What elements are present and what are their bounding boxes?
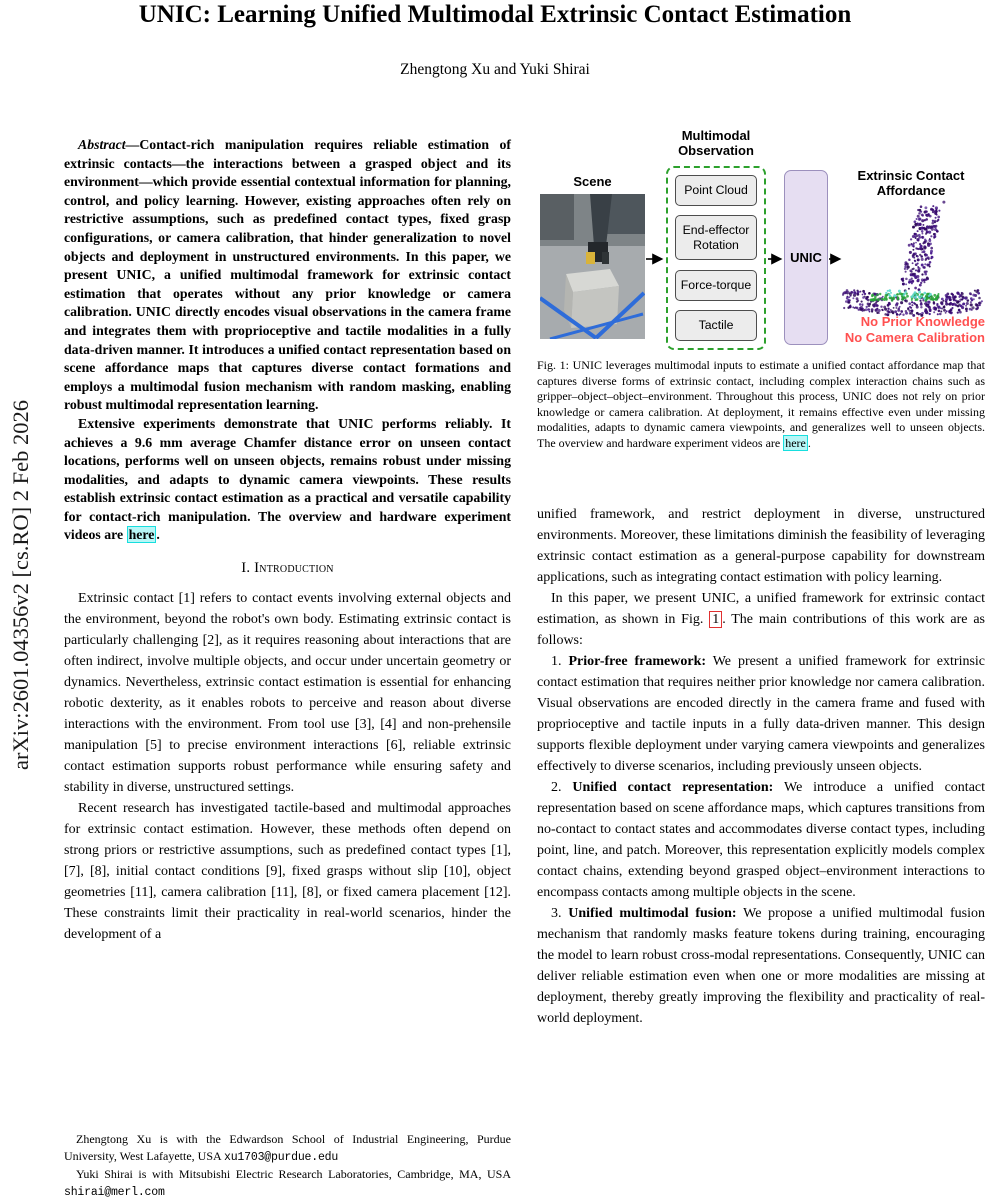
text-run: Zhengtong Xu is with the Edwardson School of Industrial Engineering, Purdue University, West Lafayette, USA [64, 1132, 511, 1163]
figure-scene-label: Scene [573, 174, 612, 189]
unic-model-box: UNIC [784, 170, 828, 345]
scene-photo [540, 194, 645, 339]
no-prior-knowledge-text [845, 314, 985, 345]
left-column [64, 136, 511, 945]
figure-output-title: Extrinsic Contact Affordance [857, 168, 965, 198]
right-column [537, 128, 985, 1029]
author-footnote [64, 1128, 511, 1200]
contribution-2 [537, 777, 985, 903]
intro-paragraph-1 [64, 588, 511, 798]
warning-line-1: No Prior Knowledge [860, 314, 985, 329]
text-run: Unified contact representation: [572, 779, 774, 795]
section-heading-introduction: I. Introduction [241, 560, 334, 577]
contribution-3 [537, 903, 985, 1029]
paper-title: UNIC: Learning Unified Multimodal Extrinsic Contact Estimation [138, 1, 852, 28]
figure-1-caption [537, 358, 985, 452]
text-run: We introduce a unified contact representation based on scene affordance maps, which captures transitions from no-contact to contact states and accommodates diverse contact types, including point, line, and patch. Moreover, this representation explicitly models complex contact chains, extending beyond grasped object–environment interactions to encompass contacts among multiple objects in the scene. [537, 779, 986, 900]
abstract-paragraph-2 [64, 415, 511, 545]
figure-1-reference[interactable]: 1 [709, 611, 722, 628]
warning-line-2: No Camera Calibration [844, 329, 985, 345]
contribution-1 [537, 651, 985, 777]
figure-1-diagram [537, 128, 985, 358]
observation-end-effector-rotation: End-effector Rotation [675, 215, 757, 260]
text-run: Recent research has investigated tactile-based and multimodal approaches for extrinsic contact estimation. However, these methods often depend on strong priors or restrictive assumptions, such as predefined contact types [1], [7], [8], initial contact conditions [9], fixed grasps without slip [10], object geometries [11], camera calibration [11], [8], or fixed camera placement [12]. These constraints limit their practicality in real-world scenarios, hinder the development of a [64, 801, 511, 943]
figure-observation-title: Multimodal Observation [678, 128, 754, 158]
author-email-xu: xu1703@purdue.edu [224, 1150, 339, 1164]
text-run: We propose a unified multimodal fusion mechanism that randomly masks feature tokens during training, encouraging the model to learn robust cross-modal representations. Consequently, UNIC can deliver reliable estimation even when one or more modalities are missing at deployment, thereby greatly improving the flexibility and practicality of real-world deployment. [537, 905, 985, 1026]
text-run: . [807, 435, 811, 450]
text-run: 1. [551, 653, 569, 669]
text-run: We present a unified framework for extrinsic contact estimation that requires neither prior knowledge nor camera calibration. Visual observations are encoded directly in the camera frame and fused with proprioceptive and tactile inputs in a fully data-driven manner. This design supports flexible deployment under varying camera viewpoints and generalizes effectively to diverse scenarios, including previously unseen objects. [537, 653, 986, 774]
text-run: 3. [551, 905, 569, 921]
right-paragraph-2 [537, 588, 985, 651]
text-run: Unified multimodal fusion: [568, 905, 737, 921]
text-run: unified framework, and restrict deployment in diverse, unstructured environments. Moreover, these limitations diminish the feasibility of leveraging extrinsic contact estimation as a general-purpose capability for downstream applications, such as integrating contact estimation with policy learning. [537, 506, 985, 585]
text-run: . [156, 527, 160, 543]
text-run: . The main contributions of this work are as follows: [537, 611, 985, 648]
author-email-shirai: shirai@merl.com [64, 1185, 165, 1199]
text-run: Extensive experiments demonstrate that UNIC performs reliably. It achieves a 9.6 mm average Chamfer distance error on unseen contact locations, performs well on unseen objects, remains robust under missing modalities, and adapts to dynamic camera viewpoints. These results establish extrinsic contact estimation as a practical and versatile capability for contact-rich manipulation. The overview and hardware experiment videos are [64, 415, 511, 543]
multimodal-observation-group [666, 166, 766, 350]
text-run: In this paper, we present UNIC, a unified framework for extrinsic contact estimation, as shown in Fig. [537, 590, 985, 627]
footnote-author-1 [64, 1131, 511, 1166]
text-run: —Contact-rich manipulation requires reliable estimation of extrinsic contacts—the interactions between a grasped object and its environment—which provide essential contextual information for planning, control, and policy learning. However, existing approaches often rely on restrictive assumptions, such as predefined contact types, fixed grasp configurations, or camera calibration, that hinder generalization to novel objects and deployment in unstructured environments. In this paper, we present UNIC, a unified multimodal framework for extrinsic contact estimation that operates without any prior knowledge or camera calibration. UNIC directly encodes visual observations in the camera frame and integrates them with proprioceptive and tactile modalities in a fully data-driven manner. It introduces a unified contact representation based on scene affordance maps that captures diverse contact formations and employs a multimodal fusion mechanism with random masking, enabling robust multimodal representation learning. [64, 137, 511, 413]
abstract-label: Abstract [78, 137, 126, 152]
text-run: 2. [551, 779, 573, 795]
intro-paragraph-2 [64, 798, 511, 945]
paper-authors: Zhengtong Xu and Yuki Shirai [400, 61, 590, 78]
text-run: Extrinsic contact [1] refers to contact events involving external objects and the environment, beyond the robot's own body. Estimating extrinsic contact is particularly challenging [2], as it requires reasoning about interactions that are often indirect, involve multiple objects, and occur under uncertain geometry or dynamics. Nevertheless, extrinsic contact estimation is essential for enhancing robotic dexterity, as it enables robots to perceive and reason about diverse interactions with the environment. From tool use [3], [4] and non-prehensile manipulation [5] to precise environment interactions [6], reliable extrinsic contact estimation supports robust performance while ensuring safety and stability in diverse, unstructured settings. [64, 591, 511, 796]
text-run: Fig. 1: UNIC leverages multimodal inputs to estimate a unified contact affordance map that captures diverse forms of extrinsic contact, including complex interaction chains such as gripper–object–object–environment. Throughout this process, UNIC does not rely on prior knowledge or camera calibration. At deployment, it remains effective even under missing modalities, adapts to dynamic camera viewpoints, and generalizes well to unseen objects. The overview and hardware experiment videos are [537, 358, 985, 450]
observation-point-cloud: Point Cloud [675, 175, 757, 206]
text-run: Yuki Shirai is with Mitsubishi Electric Research Laboratories, Cambridge, MA, USA [76, 1167, 511, 1181]
abstract-paragraph-1 [64, 136, 511, 415]
footnote-author-2 [64, 1166, 511, 1200]
right-paragraph-1 [537, 504, 985, 588]
text-run: Prior-free framework: [568, 653, 707, 669]
observation-tactile: Tactile [675, 310, 757, 341]
caption-video-link[interactable]: here [785, 435, 806, 450]
arxiv-watermark: arXiv:2601.04356v2 [cs.RO] 2 Feb 2026 [8, 400, 33, 770]
observation-force-torque: Force-torque [675, 270, 757, 301]
abstract-video-link[interactable]: here [128, 527, 155, 543]
